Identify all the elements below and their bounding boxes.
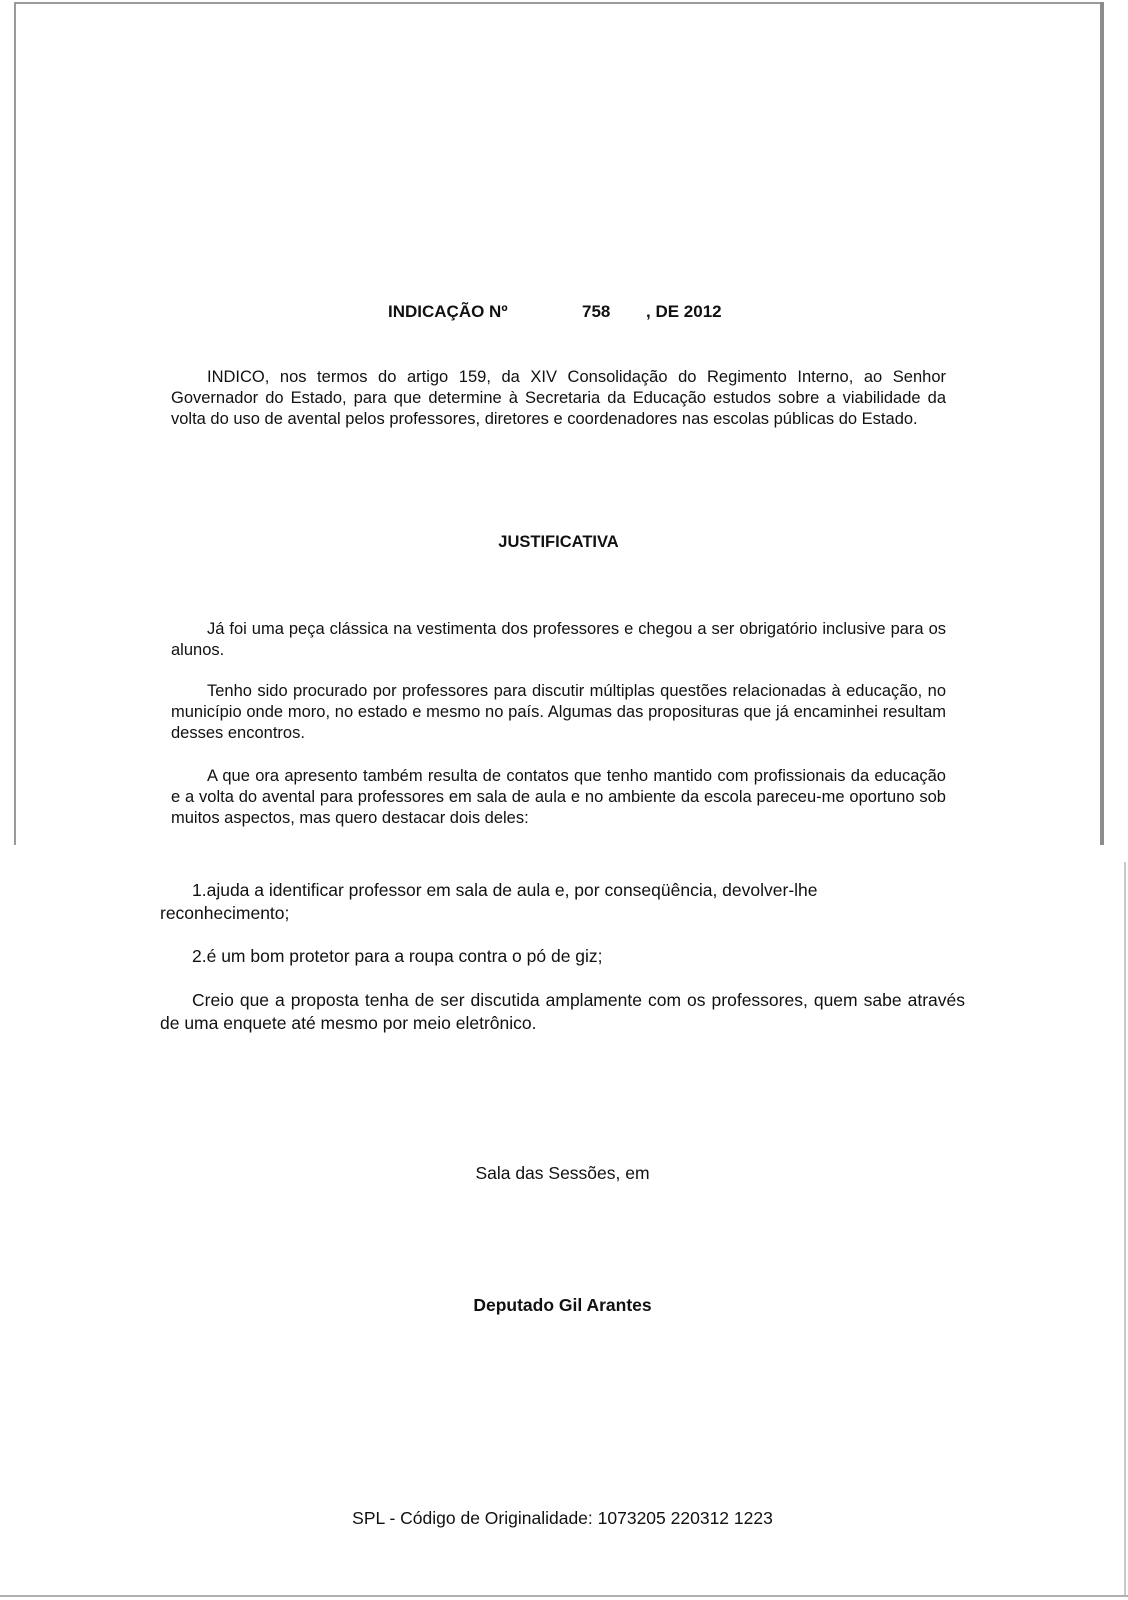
justificativa-heading: JUSTIFICATIVA [498,533,619,551]
list-item: 1.ajuda a identificar professor em sala de aula e, por conseqüência, devolver-lhe reconhecimento; [160,880,818,923]
signature-name: Deputado Gil Arantes [473,1295,652,1315]
justificativa-paragraph: Já foi uma peça clássica na vestimenta dos professores e chegou a ser obrigatório inclusive para os alunos. [171,620,946,659]
scan-frame-right [1100,2,1104,845]
justificativa-paragraph: A que ora apresento também resulta de contatos que tenho mantido com profissionais da educação e a volta do avental para professores em sala de aula e no ambiente da escola pareceu-me oportuno sob muitos aspectos, mas quero destacar dois deles: [171,767,946,827]
title-year: , DE 2012 [646,302,722,321]
closing-paragraph: Creio que a proposta tenha de ser discutida amplamente com os professores, quem sabe através de uma enquete até mesmo por meio eletrônico. [160,990,965,1033]
originality-code-footer: SPL - Código de Originalidade: 1073205 220312 1223 [352,1508,773,1528]
list-item: 2.é um bom protetor para a roupa contra o pó de giz; [192,946,603,966]
justificativa-paragraph: Tenho sido procurado por professores para discutir múltiplas questões relacionadas à educação, no município onde moro, no estado e mesmo no país. Algumas das proposituras que já encaminhei resultam desses encontros. [171,682,946,742]
document-title [388,302,768,328]
indication-number: 758 [582,302,611,321]
scan-frame-left [14,2,16,845]
scan-frame-bottom [0,1595,1128,1597]
title-label: INDICAÇÃO Nº [388,302,508,321]
indico-paragraph: INDICO, nos termos do artigo 159, da XIV Consolidação do Regimento Interno, ao Senhor Governador do Estado, para que determine à Secretaria da Educação estudos sobre a viabilidade da volta do uso de avental pelos professores, diretores e coordenadores nas escolas públicas do Estado. [171,368,946,428]
scan-frame-top [14,2,1104,4]
scan-frame-right-lower [1124,862,1126,1597]
session-hall-line: Sala das Sessões, em [475,1163,650,1183]
